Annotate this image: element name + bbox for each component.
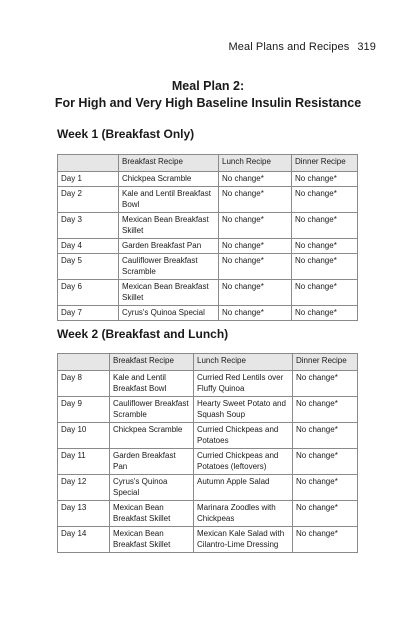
day-cell: Day 10	[58, 423, 110, 449]
breakfast-cell: Cauliflower Breakfast Scramble	[110, 397, 194, 423]
day-cell: Day 4	[58, 239, 119, 254]
column-header	[58, 155, 119, 172]
column-header: Dinner Recipe	[292, 155, 358, 172]
lunch-cell: Autumn Apple Salad	[194, 475, 293, 501]
dinner-cell: No change*	[293, 423, 358, 449]
lunch-cell: Curried Chickpeas and Potatoes (leftovers)	[194, 449, 293, 475]
table-row	[58, 475, 358, 501]
dinner-cell: No change*	[292, 280, 358, 306]
column-header: Breakfast Recipe	[119, 155, 219, 172]
week-1-table	[57, 154, 358, 321]
day-cell: Day 13	[58, 501, 110, 527]
table-row	[58, 213, 358, 239]
table-row	[58, 501, 358, 527]
breakfast-cell: Mexican Bean Breakfast Skillet	[119, 280, 219, 306]
lunch-cell: No change*	[219, 172, 292, 187]
table-row	[58, 306, 358, 321]
breakfast-cell: Mexican Bean Breakfast Skillet	[110, 527, 194, 553]
table-row	[58, 527, 358, 553]
running-header	[229, 41, 376, 53]
day-cell: Day 11	[58, 449, 110, 475]
breakfast-cell: Garden Breakfast Pan	[110, 449, 194, 475]
dinner-cell: No change*	[293, 397, 358, 423]
column-header: Dinner Recipe	[293, 354, 358, 371]
lunch-cell: No change*	[219, 280, 292, 306]
breakfast-cell: Mexican Bean Breakfast Skillet	[110, 501, 194, 527]
lunch-cell: No change*	[219, 213, 292, 239]
table-row	[58, 187, 358, 213]
table-row	[58, 254, 358, 280]
day-cell: Day 9	[58, 397, 110, 423]
column-header: Lunch Recipe	[219, 155, 292, 172]
table-row	[58, 239, 358, 254]
table-row	[58, 449, 358, 475]
column-header	[58, 354, 110, 371]
lunch-cell: No change*	[219, 254, 292, 280]
week-1-heading: Week 1 (Breakfast Only)	[57, 127, 195, 141]
week-2-table	[57, 353, 358, 553]
dinner-cell: No change*	[293, 371, 358, 397]
day-cell: Day 14	[58, 527, 110, 553]
dinner-cell: No change*	[292, 187, 358, 213]
lunch-cell: No change*	[219, 306, 292, 321]
breakfast-cell: Garden Breakfast Pan	[119, 239, 219, 254]
column-header: Lunch Recipe	[194, 354, 293, 371]
lunch-cell: Mexican Kale Salad with Cilantro-Lime Dressing	[194, 527, 293, 553]
lunch-cell: No change*	[219, 187, 292, 213]
meal-plan-title: Meal Plan 2:	[171, 79, 245, 93]
lunch-cell: Hearty Sweet Potato and Squash Soup	[194, 397, 293, 423]
day-cell: Day 6	[58, 280, 119, 306]
breakfast-cell: Kale and Lentil Breakfast Bowl	[119, 187, 219, 213]
breakfast-cell: Cyrus's Quinoa Special	[119, 306, 219, 321]
dinner-cell: No change*	[292, 306, 358, 321]
table-header-row	[58, 354, 358, 371]
dinner-cell: No change*	[292, 239, 358, 254]
table-row	[58, 280, 358, 306]
dinner-cell: No change*	[292, 254, 358, 280]
week-2-heading: Week 2 (Breakfast and Lunch)	[57, 327, 229, 341]
table-row	[58, 423, 358, 449]
day-cell: Day 12	[58, 475, 110, 501]
breakfast-cell: Cauliflower Breakfast Scramble	[119, 254, 219, 280]
meal-plan-subtitle: For High and Very High Baseline Insulin Resistance	[54, 96, 362, 110]
table-row	[58, 397, 358, 423]
lunch-cell: Marinara Zoodles with Chickpeas	[194, 501, 293, 527]
breakfast-cell: Chickpea Scramble	[110, 423, 194, 449]
dinner-cell: No change*	[293, 527, 358, 553]
dinner-cell: No change*	[292, 172, 358, 187]
column-header: Breakfast Recipe	[110, 354, 194, 371]
page-number: 319	[357, 41, 376, 53]
breakfast-cell: Cyrus's Quinoa Special	[110, 475, 194, 501]
lunch-cell: No change*	[219, 239, 292, 254]
table-row	[58, 371, 358, 397]
lunch-cell: Curried Red Lentils over Fluffy Quinoa	[194, 371, 293, 397]
day-cell: Day 8	[58, 371, 110, 397]
day-cell: Day 5	[58, 254, 119, 280]
dinner-cell: No change*	[293, 449, 358, 475]
section-title: Meal Plans and Recipes	[228, 41, 350, 53]
dinner-cell: No change*	[293, 475, 358, 501]
day-cell: Day 7	[58, 306, 119, 321]
dinner-cell: No change*	[293, 501, 358, 527]
breakfast-cell: Kale and Lentil Breakfast Bowl	[110, 371, 194, 397]
table-header-row	[58, 155, 358, 172]
breakfast-cell: Mexican Bean Breakfast Skillet	[119, 213, 219, 239]
lunch-cell: Curried Chickpeas and Potatoes	[194, 423, 293, 449]
table-row	[58, 172, 358, 187]
day-cell: Day 3	[58, 213, 119, 239]
day-cell: Day 2	[58, 187, 119, 213]
day-cell: Day 1	[58, 172, 119, 187]
dinner-cell: No change*	[292, 213, 358, 239]
breakfast-cell: Chickpea Scramble	[119, 172, 219, 187]
